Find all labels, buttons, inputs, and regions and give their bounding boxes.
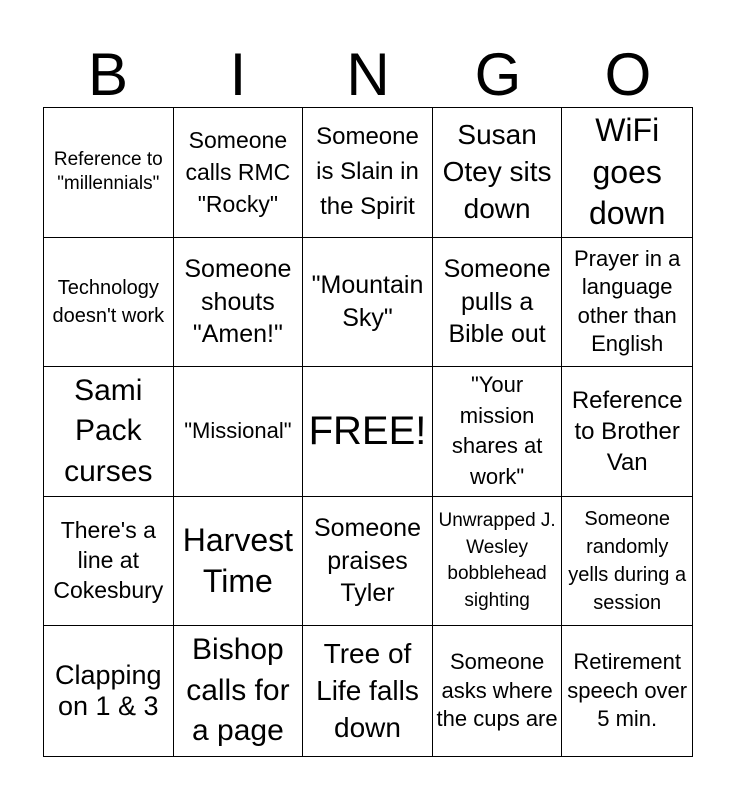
- cell-text: "Missional": [184, 418, 292, 444]
- bingo-cell[interactable]: [433, 626, 563, 756]
- bingo-cell[interactable]: [174, 497, 304, 627]
- cell-text: Technology doesn't work: [52, 276, 165, 327]
- cell-text: "Your mission shares at work": [451, 371, 543, 490]
- cell-text: Someone pulls a Bible out: [443, 255, 551, 349]
- cell-text: Someone shouts "Amen!": [184, 255, 292, 349]
- bingo-cell[interactable]: [174, 367, 304, 497]
- header-letter-g: G: [474, 41, 522, 108]
- bingo-cell[interactable]: [433, 367, 563, 497]
- bingo-cell[interactable]: [562, 626, 692, 756]
- cell-text: Clapping on 1 & 3: [55, 660, 162, 722]
- cell-text: "Mountain Sky": [311, 271, 424, 332]
- bingo-cell[interactable]: [174, 108, 304, 238]
- bingo-cell[interactable]: [174, 238, 304, 368]
- bingo-cell[interactable]: [562, 497, 692, 627]
- bingo-cell[interactable]: [562, 238, 692, 368]
- cell-text: Someone asks where the cups are: [436, 649, 558, 732]
- bingo-cell[interactable]: [44, 238, 174, 368]
- cell-text: Reference to "millennials": [53, 148, 163, 195]
- bingo-cell[interactable]: [562, 108, 692, 238]
- header-letter-o: O: [604, 41, 652, 108]
- bingo-cell[interactable]: [433, 108, 563, 238]
- bingo-cell[interactable]: [433, 238, 563, 368]
- cell-text: Sami Pack curses: [64, 373, 153, 488]
- cell-text: Reference to Brother Van: [571, 386, 683, 477]
- free-space-text: FREE!: [308, 409, 427, 454]
- cell-text: Retirement speech over 5 min.: [567, 649, 688, 732]
- cell-text: Harvest Time: [182, 521, 294, 600]
- cell-text: Tree of Life falls down: [316, 637, 419, 743]
- cell-text: Someone is Slain in the Spirit: [316, 123, 419, 220]
- bingo-board: [43, 107, 693, 757]
- cell-text: Unwrapped J. Wesley bobblehead sighting: [438, 509, 556, 611]
- bingo-cell[interactable]: [44, 497, 174, 627]
- bingo-cell[interactable]: [433, 497, 563, 627]
- header-letter-i: I: [229, 41, 247, 108]
- bingo-cell[interactable]: [174, 626, 304, 756]
- bingo-cell[interactable]: [44, 108, 174, 238]
- bingo-cell[interactable]: [562, 367, 692, 497]
- header-letter-b: B: [87, 41, 129, 108]
- free-space[interactable]: [303, 367, 433, 497]
- cell-text: WiFi goes down: [588, 111, 666, 232]
- bingo-cell[interactable]: [44, 626, 174, 756]
- cell-text: Someone praises Tyler: [313, 514, 421, 608]
- cell-text: There's a line at Cokesbury: [53, 517, 164, 604]
- bingo-cell[interactable]: [303, 626, 433, 756]
- bingo-header: [43, 42, 693, 108]
- cell-text: Susan Otey sits down: [442, 118, 552, 224]
- bingo-cell[interactable]: [303, 108, 433, 238]
- bingo-cell[interactable]: [303, 238, 433, 368]
- cell-text: Someone calls RMC "Rocky": [185, 127, 291, 218]
- cell-text: Prayer in a language other than English: [574, 245, 681, 357]
- cell-text: Bishop calls for a page: [186, 633, 290, 748]
- header-letter-n: N: [346, 41, 390, 108]
- cell-text: Someone randomly yells during a session: [568, 508, 687, 615]
- bingo-cell[interactable]: [303, 497, 433, 627]
- bingo-cell[interactable]: [44, 367, 174, 497]
